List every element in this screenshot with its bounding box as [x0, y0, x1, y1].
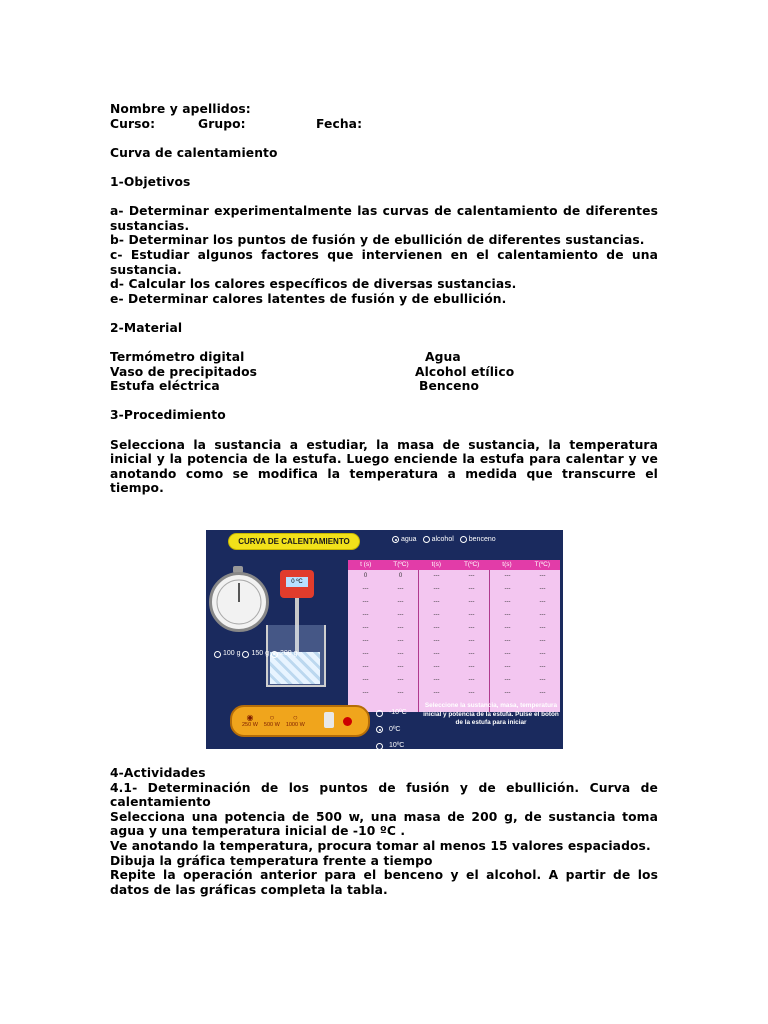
objetivo-item: c- Estudiar algunos factores que intervienen en el calentamiento de una sustancia.: [110, 247, 658, 277]
table-cell: ---: [468, 664, 475, 670]
activities-section: [110, 766, 658, 897]
material-row: [110, 365, 658, 380]
table-cell: ---: [433, 625, 440, 631]
activity-paragraph: Ve anotando la temperatura, procura tomar al menos 15 valores espaciados.: [110, 838, 651, 853]
knob-icon: ○: [292, 713, 298, 722]
table-cell: ---: [468, 573, 475, 579]
procedimiento-text: Selecciona la sustancia a estudiar, la masa de sustancia, la temperatura inicial y la potencia de la estufa. Luego enciende la estufa para calentar y ve anotando como se modifica la temperatura a medida que transcurre el tiempo.: [110, 437, 658, 496]
knob-icon: ○: [269, 713, 275, 722]
table-cell: ---: [362, 586, 369, 592]
table-cell: ---: [397, 599, 404, 605]
table-cell: ---: [433, 677, 440, 683]
objetivo-item: b- Determinar los puntos de fusión y de ebullición de diferentes sustancias.: [110, 233, 645, 248]
radio-icon: [214, 651, 221, 658]
activity-paragraph: Selecciona una potencia de 500 w, una masa de 200 g, de sustancia toma agua y una temperatura inicial de -10 ºC .: [110, 809, 658, 839]
column-header: T(ºC): [534, 561, 550, 568]
objetivos-heading: 1-Objetivos: [110, 174, 191, 189]
table-cell: ---: [539, 573, 546, 579]
digital-thermometer: [280, 570, 314, 598]
table-cell: ---: [504, 625, 511, 631]
substance-option-benceno[interactable]: benceno: [460, 536, 496, 543]
fecha-label: Fecha:: [316, 116, 363, 131]
actividades-heading: 4-Actividades: [110, 766, 206, 780]
table-cell: ---: [504, 690, 511, 696]
table-cell: ---: [397, 612, 404, 618]
table-column: [525, 570, 560, 712]
procedimiento-heading: 3-Procedimiento: [110, 408, 226, 423]
objetivo-item: e- Determinar calores latentes de fusión y de ebullición.: [110, 291, 507, 306]
table-cell: ---: [468, 586, 475, 592]
table-cell: ---: [539, 612, 546, 618]
table-cell: ---: [433, 573, 440, 579]
temp-option[interactable]: 10ºC: [376, 739, 404, 749]
table-body: [348, 570, 560, 712]
material-heading: 2-Material: [110, 320, 183, 335]
material-item: Termómetro digital: [110, 350, 245, 365]
table-cell: ---: [468, 677, 475, 683]
table-cell: ---: [397, 625, 404, 631]
table-cell: ---: [397, 586, 404, 592]
simulation-title: CURVA DE CALENTAMIENTO: [228, 533, 360, 550]
stopwatch-icon: [209, 572, 269, 632]
table-cell: ---: [362, 638, 369, 644]
radio-icon: [392, 536, 399, 543]
mass-option[interactable]: 150 g: [242, 648, 269, 660]
substance-selector: [392, 536, 496, 543]
table-cell: ---: [539, 625, 546, 631]
table-column: [454, 570, 490, 712]
table-cell: ---: [362, 612, 369, 618]
heating-curve-simulation: [206, 530, 563, 749]
table-cell: ---: [397, 651, 404, 657]
power-option[interactable]: ○ 1000 W: [285, 713, 305, 728]
stove-power-button[interactable]: [343, 717, 352, 726]
table-cell: ---: [362, 651, 369, 657]
table-cell: ---: [468, 690, 475, 696]
material-item: Vaso de precipitados: [110, 364, 258, 379]
objetivo-item: d- Calcular los calores específicos de diversas sustancias.: [110, 277, 517, 292]
table-cell: ---: [468, 599, 475, 605]
material-item: Agua: [425, 350, 461, 365]
table-cell: ---: [397, 664, 404, 670]
table-cell: ---: [468, 638, 475, 644]
table-cell: ---: [504, 677, 511, 683]
table-cell: ---: [468, 651, 475, 657]
material-row: [110, 350, 658, 365]
table-cell: ---: [397, 677, 404, 683]
table-cell: ---: [433, 651, 440, 657]
material-item: Estufa eléctrica: [110, 379, 220, 394]
table-cell: ---: [362, 677, 369, 683]
table-cell: ---: [433, 690, 440, 696]
table-cell: ---: [539, 599, 546, 605]
table-cell: ---: [539, 638, 546, 644]
jar-icon: [324, 712, 334, 728]
document-title: Curva de calentamiento: [110, 145, 278, 160]
table-cell: ---: [433, 638, 440, 644]
table-cell: ---: [504, 651, 511, 657]
column-header: T(ºC): [463, 561, 480, 568]
table-cell: ---: [468, 625, 475, 631]
material-item: Alcohol etílico: [415, 364, 515, 379]
table-cell: ---: [468, 612, 475, 618]
mass-selector: [214, 648, 298, 663]
table-cell: ---: [433, 612, 440, 618]
column-header: t(s): [502, 561, 512, 568]
table-cell: ---: [433, 586, 440, 592]
table-cell: ---: [539, 664, 546, 670]
activity-paragraph: Dibuja la gráfica temperatura frente a tiempo: [110, 853, 433, 868]
table-cell: ---: [397, 638, 404, 644]
table-cell: ---: [539, 677, 546, 683]
table-cell: ---: [397, 690, 404, 696]
radio-icon: [376, 710, 383, 717]
curso-label: Curso:: [110, 116, 156, 131]
temp-option[interactable]: -10ºC: [376, 706, 407, 720]
table-cell: 0: [363, 573, 368, 579]
table-cell: ---: [362, 690, 369, 696]
table-cell: ---: [362, 625, 369, 631]
radio-icon: [376, 726, 383, 733]
table-cell: ---: [504, 664, 511, 670]
electric-stove: [230, 705, 370, 737]
table-cell: ---: [504, 573, 511, 579]
material-row: [110, 379, 658, 394]
data-table: [348, 560, 560, 712]
knob-icon: ◉: [246, 713, 254, 722]
table-cell: ---: [433, 599, 440, 605]
table-cell: ---: [539, 586, 546, 592]
substance-option-alcohol[interactable]: alcohol: [423, 536, 454, 543]
power-option[interactable]: ○ 500 W: [263, 713, 280, 728]
column-header: t(s): [431, 561, 442, 568]
mass-option[interactable]: 200 g: [271, 648, 298, 660]
power-selector: [242, 713, 305, 728]
table-cell: ---: [362, 599, 369, 605]
table-cell: ---: [539, 651, 546, 657]
table-cell: ---: [504, 638, 511, 644]
table-cell: ---: [504, 612, 511, 618]
document: [110, 102, 658, 496]
table-cell: ---: [433, 664, 440, 670]
temperature-selector: [376, 706, 407, 749]
power-option[interactable]: ◉ 250 W: [242, 713, 258, 728]
table-cell: ---: [504, 599, 511, 605]
table-cell: ---: [362, 664, 369, 670]
table-cell: 0: [398, 573, 403, 579]
table-column: [383, 570, 419, 712]
activity-41: 4.1- Determinación de los puntos de fusión y de ebullición. Curva de calentamiento: [110, 780, 658, 810]
table-column: [419, 570, 454, 712]
radio-icon: [376, 743, 383, 750]
table-column: [348, 570, 383, 712]
course-line: [110, 117, 658, 132]
grupo-label: Grupo:: [198, 116, 246, 131]
thermometer-display: 0 ºC: [286, 577, 308, 587]
table-column: [490, 570, 525, 712]
activity-paragraph: Repite la operación anterior para el benceno y el alcohol. A partir de los datos de las gráficas completa la tabla.: [110, 868, 658, 897]
radio-icon: [242, 651, 249, 658]
material-item: Benceno: [419, 379, 479, 394]
substance-option-agua[interactable]: agua: [392, 536, 417, 543]
radio-icon: [423, 536, 430, 543]
instruction-message: Seleccione la sustancia, masa, temperatura inicial y potencia de la estufa. Pulse el botón de la estufa para iniciar: [423, 702, 559, 726]
column-header: T(ºC): [393, 561, 409, 568]
temp-option[interactable]: 0ºC: [376, 723, 400, 737]
table-cell: ---: [504, 586, 511, 592]
objetivo-item: a- Determinar experimentalmente las curvas de calentamiento de diferentes sustancias.: [110, 204, 658, 233]
table-cell: ---: [539, 690, 546, 696]
radio-icon: [271, 651, 278, 658]
column-header: t (s): [360, 561, 372, 568]
radio-icon: [460, 536, 467, 543]
name-line: Nombre y apellidos:: [110, 102, 251, 116]
mass-option[interactable]: 100 g: [214, 648, 241, 660]
table-header: [348, 560, 560, 570]
